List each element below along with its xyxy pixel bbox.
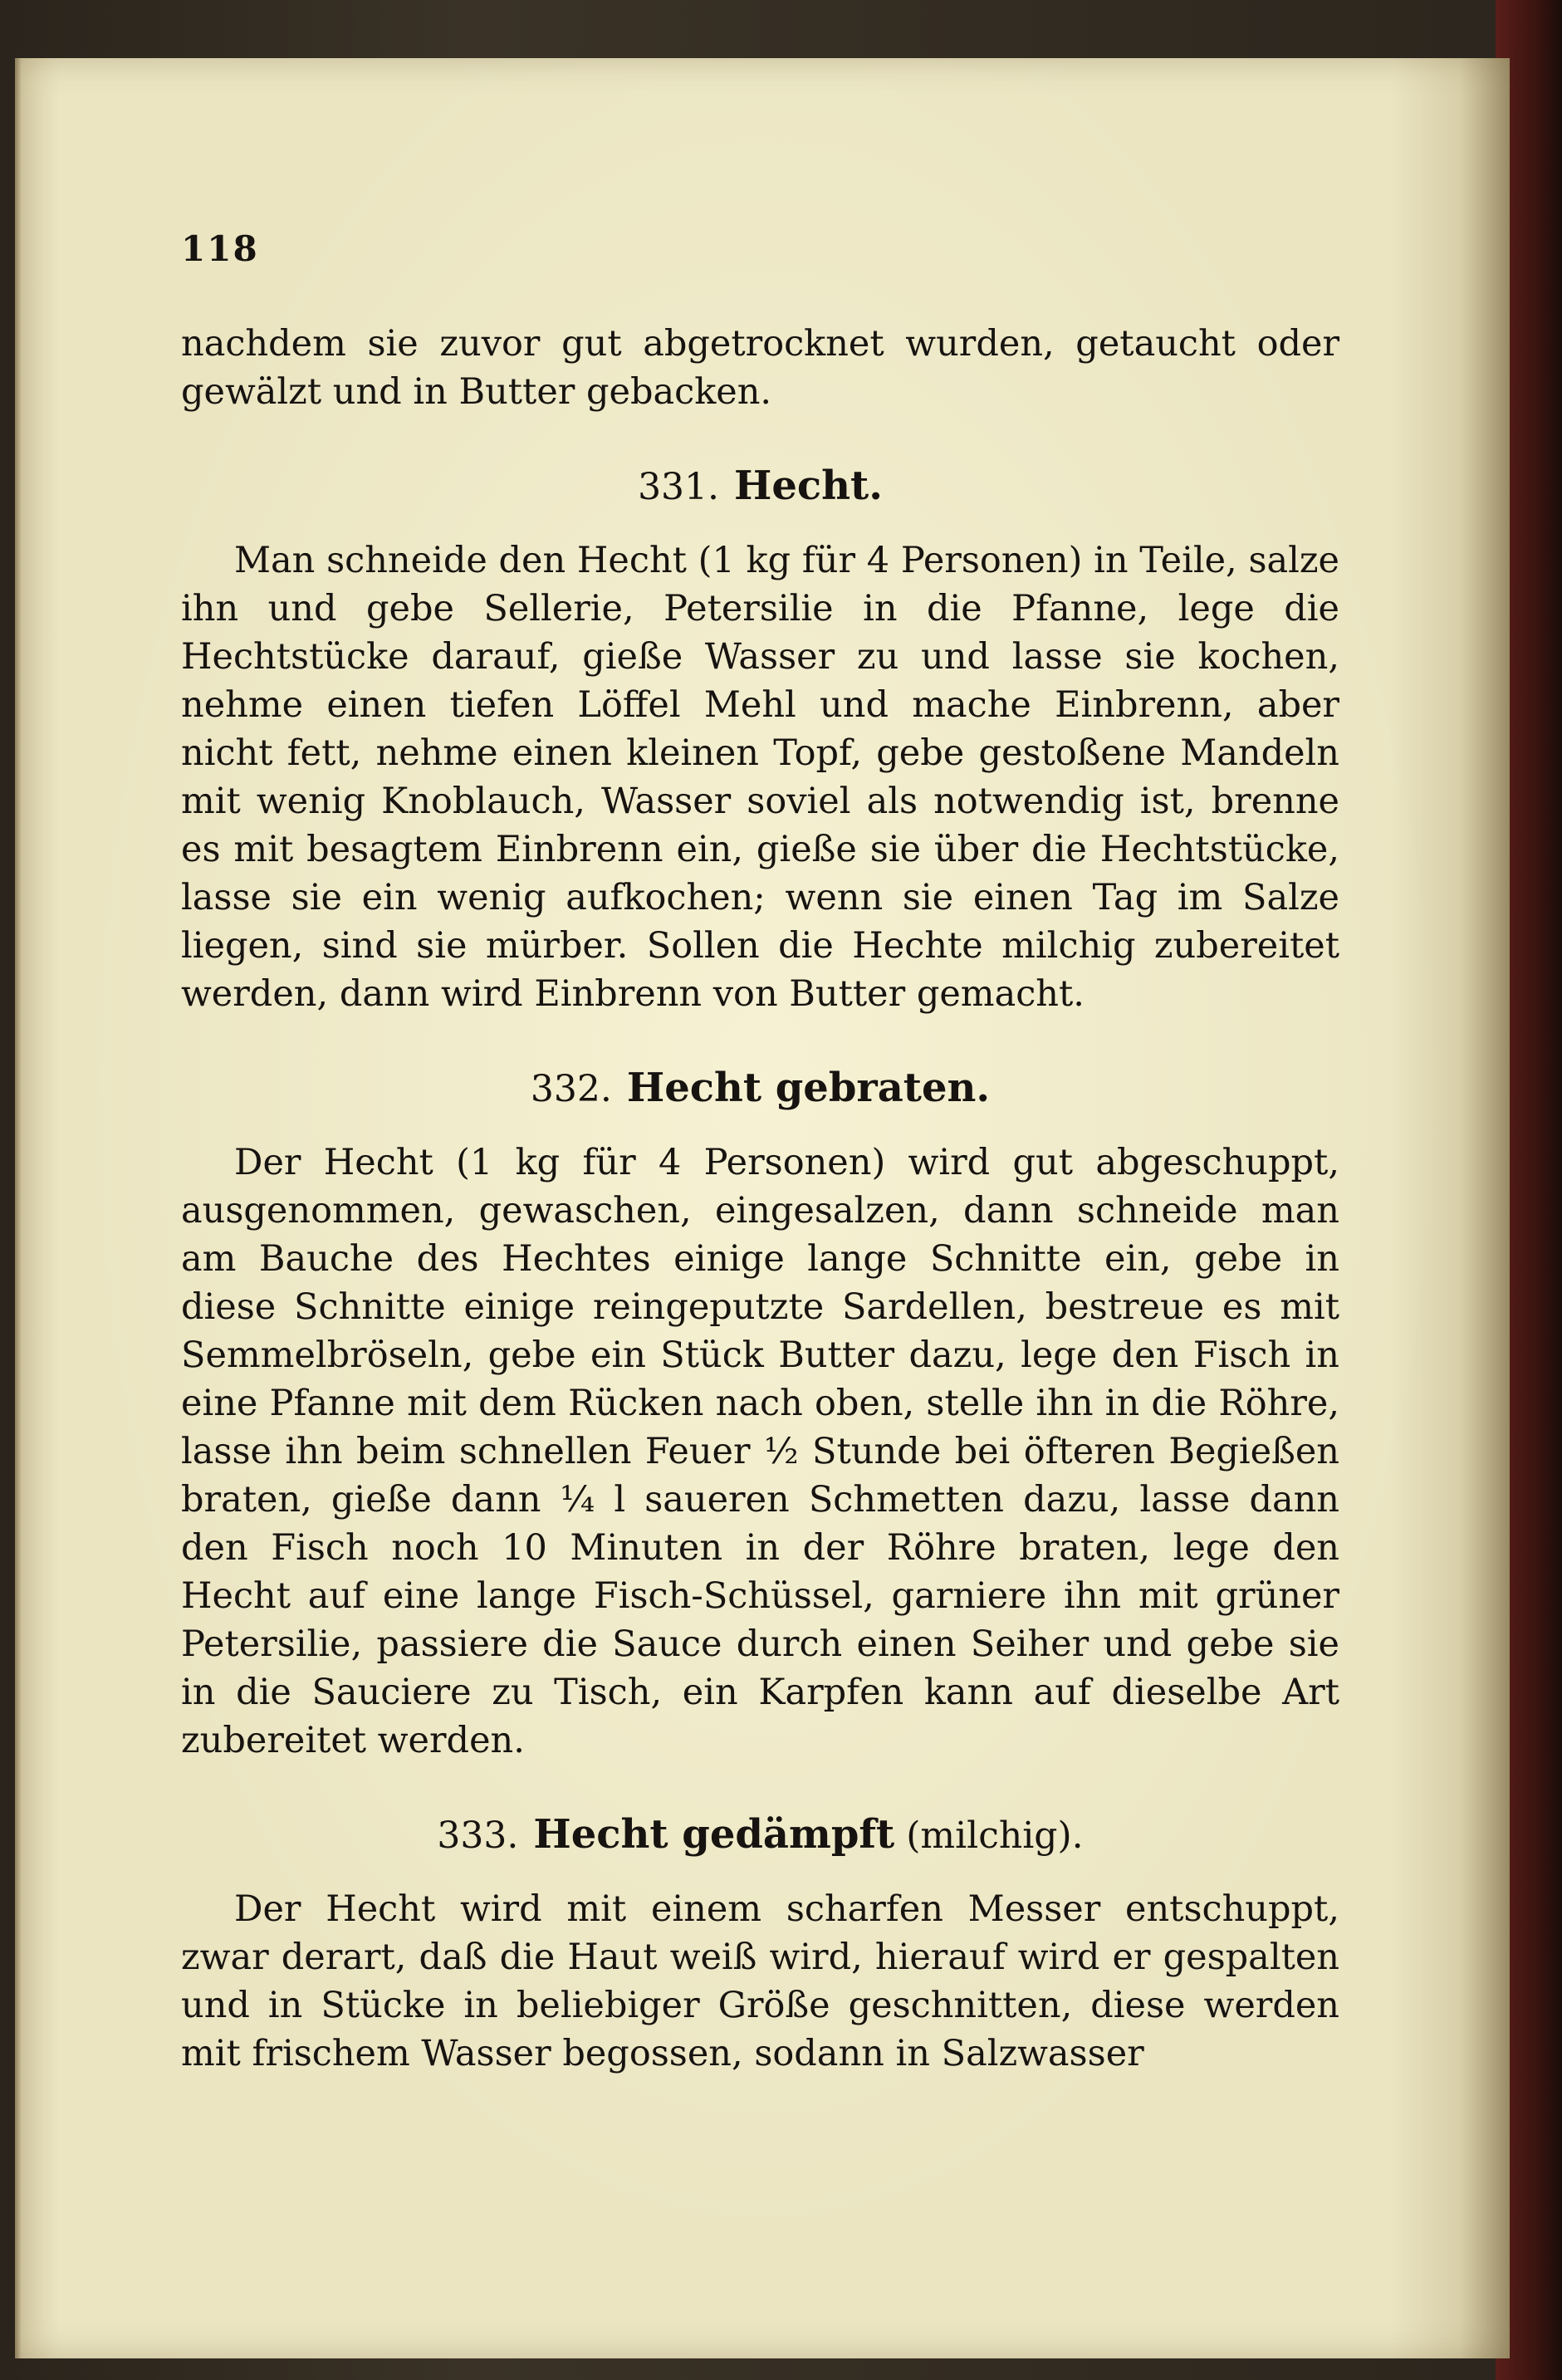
- section-number: 331.: [638, 466, 720, 508]
- section-title-332: [181, 1064, 1339, 1112]
- page-content: [181, 228, 1339, 2078]
- section-number: 333.: [437, 1814, 519, 1857]
- section-title-333: [181, 1810, 1339, 1858]
- book-page: [15, 58, 1510, 2358]
- section-body-332: Der Hecht (1 kg für 4 Personen) wird gut abgeschuppt, ausgenommen, gewaschen, eingesalzen, dann schneide man am Bauche des Hechtes einige lange Schnitte ein, gebe in diese Schnitte einige reingeputzte Sardellen, bestreue es mit Semmelbröseln, gebe ein Stück Butter dazu, lege den Fisch in eine Pfanne mit dem Rücken nach oben, stelle ihn in die Röhre, lasse ihn beim schnellen Feuer ½ Stunde bei öfteren Begießen braten, gieße dann ¼ l saueren Schmetten dazu, lasse dann den Fisch noch 10 Minuten in der Röhre braten, lege den Hecht auf eine lange Fisch-Schüssel, garniere ihn mit grüner Petersilie, passiere die Sauce durch einen Seiher und gebe sie in die Sauciere zu Tisch, ein Karpfen kann auf dieselbe Art zubereitet werden.: [181, 1142, 1339, 1761]
- section-number: 332.: [530, 1068, 612, 1110]
- section-note: (milchig).: [906, 1814, 1084, 1857]
- section-body-333: Der Hecht wird mit einem scharfen Messer entschuppt, zwar derart, daß die Haut weiß wird, hierauf wird er gespalten und in Stücke in beliebiger Größe geschnitten, diese werden mit frischem Wasser begossen, sodann in Salzwasser: [181, 1888, 1339, 2074]
- section-body-331: Man schneide den Hecht (1 kg für 4 Personen) in Teile, salze ihn und gebe Sellerie, Petersilie in die Pfanne, lege die Hechtstücke darauf, gieße Wasser zu und lasse sie kochen, nehme einen tiefen Löffel Mehl und mache Einbrenn, aber nicht fett, nehme einen kleinen Topf, gebe gestoßene Mandeln mit wenig Knoblauch, Wasser soviel als notwendig ist, brenne es mit besagtem Einbrenn ein, gieße sie über die Hechtstücke, lasse sie ein wenig aufkochen; wenn sie einen Tag im Salze liegen, sind sie mürber. Sollen die Hechte milchig zubereitet werden, dann wird Einbrenn von Butter gemacht.: [181, 540, 1339, 1015]
- section-title-331: [181, 462, 1339, 510]
- page-number: 118: [181, 228, 259, 269]
- section-name: Hecht gebraten.: [626, 1065, 991, 1111]
- section-name: Hecht gedämpft: [533, 1811, 895, 1858]
- page-fold-shadow: [15, 58, 22, 2358]
- section-name: Hecht.: [734, 463, 883, 509]
- intro-paragraph: nachdem sie zuvor gut abgetrocknet wurden, getaucht oder gewälzt und in Butter gebacken.: [181, 323, 1339, 413]
